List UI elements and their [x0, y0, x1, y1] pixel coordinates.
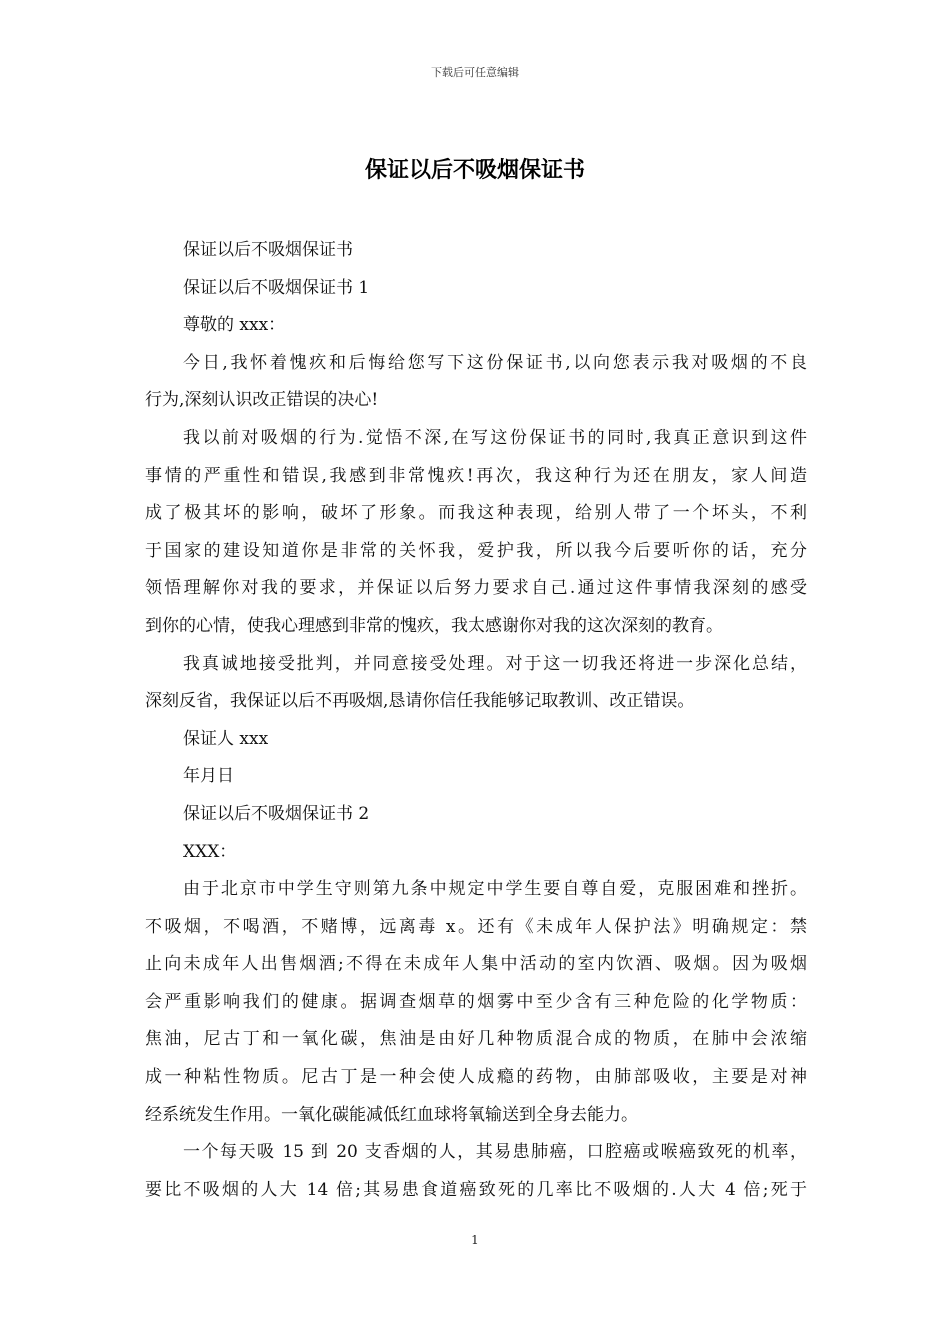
body-text-line: 保证以后不吸烟保证书 1 [183, 277, 370, 298]
body-text-line: 领悟理解你对我的要求，并保证以后努力要求自己.通过这件事情我深刻的感受 [145, 578, 807, 599]
body-text-line: 要比不吸烟的人大 14 倍;其易患食道癌致死的几率比不吸烟的.人大 4 倍;死于 [145, 1179, 807, 1200]
body-text-line: 保证以后不吸烟保证书 [183, 240, 353, 260]
body-text-line: 不吸烟，不喝酒，不赌博，远离毒 x。还有《未成年人保护法》明确规定：禁 [145, 916, 807, 937]
body-text-line: 于国家的建设知道你是非常的关怀我，爱护我，所以我今后要听你的话，充分 [145, 540, 807, 561]
body-text-line: 事情的严重性和错误,我感到非常愧疚!再次，我这种行为还在朋友，家人间造 [145, 465, 807, 486]
body-text-line: 保证人 xxx [183, 728, 269, 749]
body-text-line: 成了极其坏的影响，破坏了形象。而我这种表现，给别人带了一个坏头，不利 [145, 503, 807, 524]
body-text-line: 一个每天吸 15 到 20 支香烟的人，其易患肺癌，口腔癌或喉癌致死的机率， [183, 1142, 807, 1163]
body-text-line: 到你的心情，使我心理感到非常的愧疚，我太感谢你对我的这次深刻的教育。 [145, 615, 723, 636]
body-text-line: XXX： [183, 841, 237, 862]
body-text-line: 尊敬的 xxx： [183, 315, 286, 336]
body-text-line: 年月日 [183, 766, 234, 787]
body-text-line: 保证以后不吸烟保证书 2 [183, 803, 370, 824]
body-text-line: 会严重影响我们的健康。据调查烟草的烟雾中至少含有三种危险的化学物质： [145, 991, 807, 1012]
body-text-line: 由于北京市中学生守则第九条中规定中学生要自尊自爱，克服困难和挫折。 [183, 879, 807, 900]
body-text-line: 我真诚地接受批判，并同意接受处理。对于这一切我还将进一步深化总结， [183, 653, 807, 674]
page-number: 1 [471, 1233, 479, 1247]
body-text-line: 我以前对吸烟的行为.觉悟不深,在写这份保证书的同时,我真正意识到这件 [183, 427, 807, 448]
document-title: 保证以后不吸烟保证书 [364, 158, 585, 183]
body-text-line: 行为,深刻认识改正错误的决心! [145, 390, 379, 411]
body-text-line: 今日,我怀着愧疚和后悔给您写下这份保证书,以向您表示我对吸烟的不良 [183, 352, 807, 373]
header-note: 下载后可任意编辑 [431, 66, 519, 79]
body-text-line: 深刻反省，我保证以后不再吸烟,恳请你信任我能够记取教训、改正错误。 [145, 691, 695, 712]
body-text-line: 焦油，尼古丁和一氧化碳，焦油是由好几种物质混合成的物质，在肺中会浓缩 [145, 1029, 807, 1050]
body-text-line: 成一种粘性物质。尼古丁是一种会使人成瘾的药物，由肺部吸收，主要是对神 [145, 1067, 807, 1088]
document-body [145, 232, 807, 1209]
body-text-line: 经系统发生作用。一氧化碳能减低红血球将氧输送到全身去能力。 [145, 1104, 638, 1125]
body-text-line: 止向未成年人出售烟酒;不得在未成年人集中活动的室内饮酒、吸烟。因为吸烟 [145, 954, 807, 975]
